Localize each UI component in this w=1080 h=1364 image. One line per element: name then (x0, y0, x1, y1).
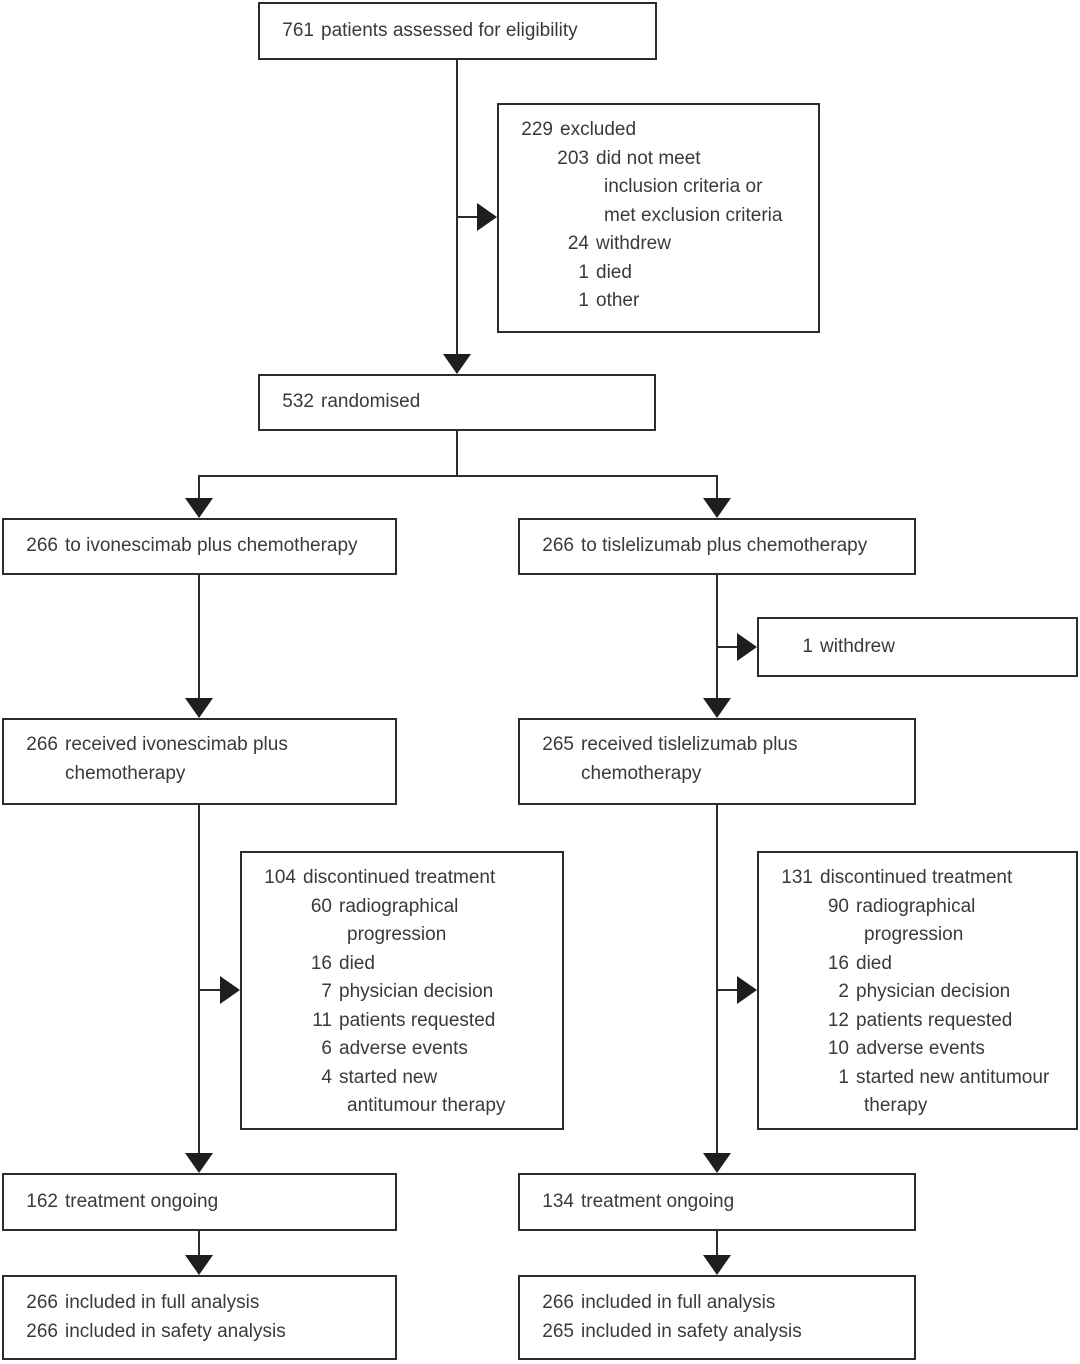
flow-line (775, 950, 1068, 979)
line-text: radiographical (339, 895, 459, 917)
flow-line (20, 1318, 387, 1347)
flow-line (515, 145, 810, 174)
line-num: 1 (578, 290, 589, 311)
flow-line (775, 1035, 1068, 1064)
flow-line (775, 921, 1068, 950)
line-text: died (596, 261, 632, 283)
line-text: antitumour therapy (347, 1095, 506, 1116)
box-analysis-tislelizumab (518, 1275, 916, 1360)
line-text: included in safety analysis (65, 1320, 286, 1342)
line-text: died (339, 952, 375, 974)
line-text: met exclusion criteria (604, 204, 783, 226)
connector-received-left-to-ongoing (198, 805, 200, 1153)
arrowhead-into-withdrew-icon (737, 633, 757, 661)
flow-line (20, 532, 387, 561)
line-text: withdrew (820, 635, 895, 657)
connector-arm-left-to-received (198, 575, 200, 700)
flow-line (775, 1007, 1068, 1036)
box-eligibility (258, 2, 657, 60)
flow-line (20, 760, 387, 789)
box-arm-ivonescimab (2, 518, 397, 575)
flow-line (775, 1092, 1068, 1121)
line-text: randomised (321, 391, 421, 413)
box-discontinued-ivonescimab (240, 851, 564, 1130)
line-num: 2 (838, 981, 849, 1002)
flow-line (536, 532, 906, 561)
connector-eligibility-to-randomised (456, 60, 458, 356)
arrowhead-into-excluded-icon (477, 203, 497, 231)
line-text: started new antitumour (856, 1066, 1050, 1088)
line-text: discontinued treatment (820, 867, 1013, 888)
flow-line (276, 17, 647, 46)
line-num: 266 (26, 1320, 58, 1342)
line-num: 16 (310, 952, 332, 974)
line-num: 12 (827, 1009, 849, 1031)
flow-line (536, 760, 906, 789)
line-num: 7 (321, 981, 332, 1002)
line-num: 761 (282, 19, 314, 41)
line-text: did not meet (596, 147, 701, 169)
flow-line (515, 287, 810, 316)
line-num: 266 (26, 734, 58, 755)
line-num: 229 (521, 119, 553, 140)
line-text: patients assessed for eligibility (321, 19, 578, 41)
flow-line (258, 864, 554, 893)
line-text: adverse events (339, 1038, 468, 1059)
line-num: 90 (827, 895, 849, 917)
connector-branch-discontinued-left (199, 989, 222, 991)
connector-received-right-to-ongoing (716, 805, 718, 1153)
line-num: 162 (26, 1190, 58, 1212)
line-text: to ivonescimab plus chemotherapy (65, 535, 358, 557)
arrowhead-into-received-right-icon (703, 698, 731, 718)
line-num: 6 (321, 1038, 332, 1059)
line-num: 1 (838, 1066, 849, 1088)
line-text: radiographical (856, 895, 976, 917)
line-text: patients requested (856, 1009, 1013, 1031)
line-num: 16 (827, 952, 849, 974)
flow-line (20, 1289, 387, 1318)
flow-line (258, 1007, 554, 1036)
line-text: to tislelizumab plus chemotherapy (581, 535, 868, 557)
arrowhead-into-discontinued-right-icon (737, 976, 757, 1004)
flow-line (775, 893, 1068, 922)
line-text: patients requested (339, 1009, 496, 1031)
line-num: 266 (26, 1292, 58, 1313)
flow-line (258, 1064, 554, 1093)
line-num: 532 (282, 391, 314, 413)
line-text: therapy (864, 1095, 928, 1116)
line-text: progression (864, 924, 964, 945)
flow-line (258, 1092, 554, 1121)
line-num: 60 (310, 895, 332, 917)
flow-line (20, 1188, 387, 1217)
flow-line (258, 1035, 554, 1064)
line-text: included in full analysis (65, 1292, 260, 1313)
line-num: 10 (827, 1038, 849, 1059)
line-text: excluded (560, 119, 637, 140)
flow-line (258, 950, 554, 979)
box-withdrew (757, 617, 1078, 677)
connector-ongoing-left-to-analysis (198, 1231, 200, 1255)
flow-line (515, 116, 810, 145)
line-num: 134 (542, 1190, 574, 1212)
flow-line (775, 864, 1068, 893)
line-num: 11 (312, 1009, 332, 1031)
arrowhead-into-ongoing-left-icon (185, 1153, 213, 1173)
flow-line (515, 173, 810, 202)
line-num: 266 (542, 535, 574, 557)
arrowhead-into-discontinued-left-icon (220, 976, 240, 1004)
connector-split-to-arm-right (716, 475, 718, 500)
box-received-tislelizumab (518, 718, 916, 805)
arrowhead-into-received-left-icon (185, 698, 213, 718)
line-text: started new (339, 1066, 438, 1088)
flow-line (258, 893, 554, 922)
line-num: 4 (321, 1066, 332, 1088)
box-ongoing-tislelizumab (518, 1173, 916, 1231)
flow-line (20, 731, 387, 760)
box-received-ivonescimab (2, 718, 397, 805)
arrowhead-into-ongoing-right-icon (703, 1153, 731, 1173)
connector-randomised-to-split (456, 431, 458, 476)
line-text: adverse events (856, 1038, 985, 1059)
line-text: died (856, 952, 892, 974)
line-text: received ivonescimab plus (65, 734, 288, 755)
line-text: included in safety analysis (581, 1320, 802, 1342)
flow-line (775, 978, 1068, 1007)
flow-line (515, 230, 810, 259)
line-num: 265 (542, 734, 574, 755)
flow-line (775, 633, 1068, 662)
line-text: chemotherapy (65, 762, 186, 784)
flow-line (258, 978, 554, 1007)
flow-line (536, 1318, 906, 1347)
flow-line (515, 202, 810, 231)
flow-line (276, 388, 646, 417)
line-text: inclusion criteria or (604, 176, 763, 197)
arrowhead-into-randomised-icon (443, 354, 471, 374)
flow-line (536, 1188, 906, 1217)
line-num: 131 (781, 867, 813, 888)
flow-line (775, 1064, 1068, 1093)
box-randomised (258, 374, 656, 431)
box-discontinued-tislelizumab (757, 851, 1078, 1130)
flow-line (258, 921, 554, 950)
line-text: discontinued treatment (303, 867, 496, 888)
line-text: treatment ongoing (65, 1190, 219, 1212)
arrowhead-into-analysis-left-icon (185, 1255, 213, 1275)
line-num: 265 (542, 1320, 574, 1342)
connector-split-horizontal (198, 475, 718, 477)
arrowhead-into-analysis-right-icon (703, 1255, 731, 1275)
flow-line (515, 259, 810, 288)
connector-branch-excluded (457, 216, 479, 218)
line-num: 266 (542, 1292, 574, 1313)
flow-line (536, 731, 906, 760)
line-num: 203 (557, 147, 589, 169)
line-text: progression (347, 924, 447, 945)
connector-ongoing-right-to-analysis (716, 1231, 718, 1255)
connector-branch-withdrew (717, 646, 739, 648)
line-text: other (596, 290, 640, 311)
box-ongoing-ivonescimab (2, 1173, 397, 1231)
connector-split-to-arm-left (198, 475, 200, 500)
line-num: 1 (578, 261, 589, 283)
box-analysis-ivonescimab (2, 1275, 397, 1360)
line-text: treatment ongoing (581, 1190, 735, 1212)
line-num: 24 (567, 233, 589, 254)
line-num: 266 (26, 535, 58, 557)
arrowhead-into-arm-left-icon (185, 498, 213, 518)
connector-arm-right-to-received (716, 575, 718, 700)
box-arm-tislelizumab (518, 518, 916, 575)
box-excluded (497, 103, 820, 333)
line-text: included in full analysis (581, 1292, 776, 1313)
line-text: received tislelizumab plus (581, 734, 798, 755)
flow-line (536, 1289, 906, 1318)
line-num: 1 (802, 635, 813, 657)
line-num: 104 (264, 867, 296, 888)
connector-branch-discontinued-right (717, 989, 739, 991)
arrowhead-into-arm-right-icon (703, 498, 731, 518)
line-text: chemotherapy (581, 762, 702, 784)
line-text: physician decision (856, 981, 1011, 1002)
line-text: withdrew (596, 233, 671, 254)
line-text: physician decision (339, 981, 494, 1002)
